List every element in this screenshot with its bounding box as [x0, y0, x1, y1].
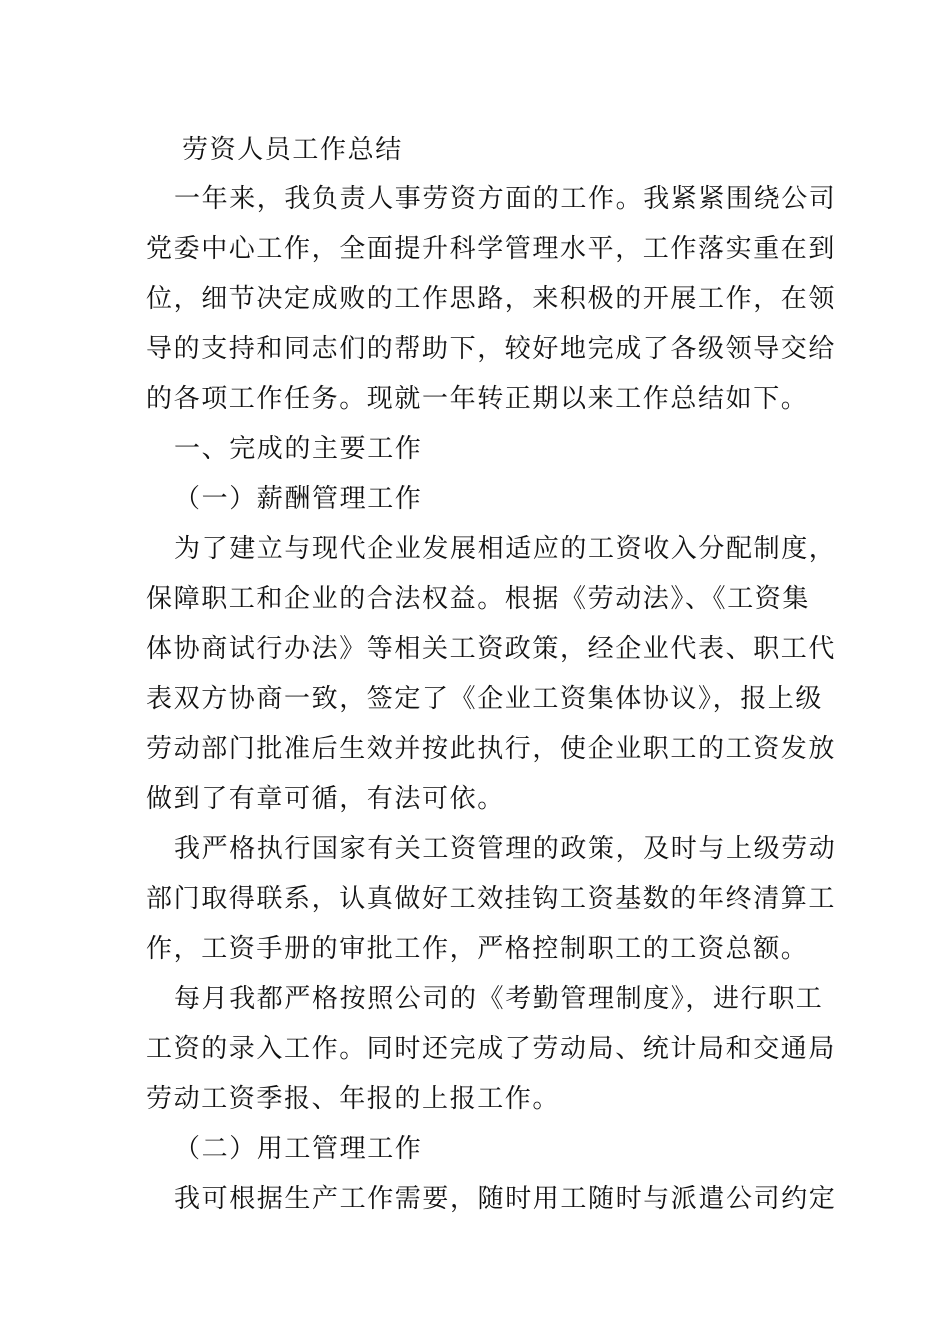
section-heading: 一、完成的主要工作: [174, 434, 423, 464]
paragraph-line: 每月我都严格按照公司的《考勤管理制度》，进行职工: [174, 984, 824, 1014]
paragraph-line: 我可根据生产工作需要，随时用工随时与派遣公司约定: [174, 1184, 837, 1214]
paragraph-line: 为了建立与现代企业发展相适应的工资收入分配制度，: [174, 534, 837, 564]
paragraph-line: 一年来，我负责人事劳资方面的工作。我紧紧围绕公司: [174, 184, 837, 214]
paragraph-line: 体协商试行办法》等相关工资政策，经企业代表、职工代: [146, 634, 837, 664]
paragraph-line: 导的支持和同志们的帮助下，较好地完成了各级领导交给: [146, 334, 837, 364]
paragraph-line: 我严格执行国家有关工资管理的政策，及时与上级劳动: [174, 834, 837, 864]
paragraph-line: 位，细节决定成败的工作思路，来积极的开展工作，在领: [146, 284, 837, 314]
paragraph-line: 作，工资手册的审批工作，严格控制职工的工资总额。: [146, 934, 809, 964]
paragraph-line: 劳动部门批准后生效并按此执行，使企业职工的工资发放: [146, 734, 837, 764]
paragraph-line: 党委中心工作，全面提升科学管理水平，工作落实重在到: [146, 234, 837, 264]
paragraph-line: 的各项工作任务。现就一年转正期以来工作总结如下。: [146, 384, 809, 414]
paragraph-line: 做到了有章可循，有法可依。: [146, 784, 505, 814]
paragraph-line: 表双方协商一致，签定了《企业工资集体协议》，报上级: [146, 684, 824, 714]
subsection-heading: （二）用工管理工作: [174, 1134, 423, 1164]
paragraph-line: 工资的录入工作。同时还完成了劳动局、统计局和交通局: [146, 1034, 837, 1064]
subsection-heading: （一）薪酬管理工作: [174, 484, 423, 514]
paragraph-line: 保障职工和企业的合法权益。根据《劳动法》、《工资集: [146, 584, 811, 614]
paragraph-line: 劳动工资季报、年报的上报工作。: [146, 1084, 561, 1114]
paragraph-line: 部门取得联系，认真做好工效挂钩工资基数的年终清算工: [146, 884, 837, 914]
document-title: 劳资人员工作总结: [182, 135, 403, 165]
